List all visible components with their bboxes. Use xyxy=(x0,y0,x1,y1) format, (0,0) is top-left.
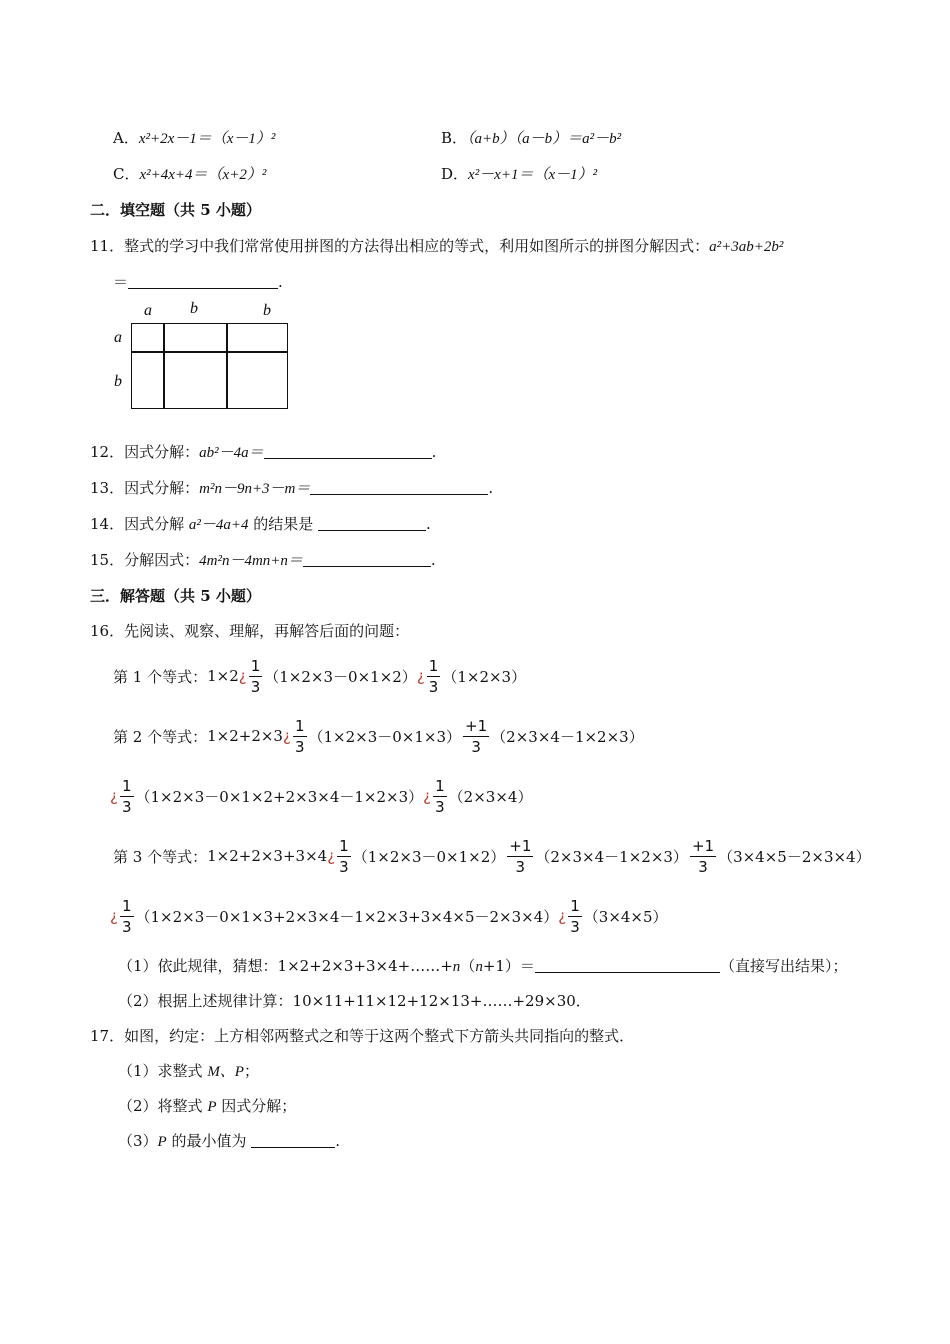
q14-tail: 的结果是 xyxy=(248,515,319,533)
frac-num: 1 xyxy=(294,716,305,735)
frac-num: 1 xyxy=(435,776,445,795)
option-a-text: x²+2x－1＝（x－1）² xyxy=(138,131,276,147)
q13-period: . xyxy=(488,479,494,497)
q16-sub1-prefix: （1）依此规律，猜想：1×2+2×3+3×4+……+ xyxy=(118,957,453,975)
eq3b-part1: （1×2×3－0×1×3+2×3×4－1×2×3+3×4×5－2×3×4） xyxy=(135,907,559,926)
frac-num: +1 xyxy=(691,836,715,855)
frac-den: 3 xyxy=(121,797,132,816)
one-third-fraction xyxy=(433,776,447,817)
q17-sub1-prefix: （1）求整式 xyxy=(118,1062,208,1080)
option-b-text: （a+b）（a－b）＝a²－b² xyxy=(467,131,622,147)
fig-side-label-b: b xyxy=(114,373,122,390)
frac-den: 3 xyxy=(515,857,526,876)
q11-answer-line xyxy=(113,272,283,292)
eq2-part2: （2×3×4－1×2×3） xyxy=(491,727,644,746)
q11-eq: ＝ xyxy=(113,273,129,291)
q14-expr: a²－4a+4 xyxy=(188,517,249,533)
eq3-lhs: 1×2+2×3+3×4 xyxy=(207,847,328,865)
q11-text: 整式的学习中我们常常使用拼图的方法得出相应的等式，利用如图所示的拼图分解因式： xyxy=(124,237,710,255)
q14-period: . xyxy=(426,515,431,533)
q16-number: 16． xyxy=(90,622,125,640)
eq3b-part2: （3×4×5） xyxy=(583,907,668,926)
question-15 xyxy=(90,550,436,570)
q11-number: 11． xyxy=(90,237,125,255)
question-12 xyxy=(90,442,436,462)
frac-den: 3 xyxy=(339,857,349,876)
q16-sub1-n: n xyxy=(452,959,461,975)
q16-sub1-mid: （ xyxy=(460,957,476,975)
eq-symbol: ¿ xyxy=(558,907,567,925)
q16-sub1-n2: n xyxy=(475,959,483,975)
q15-period: . xyxy=(430,551,436,569)
q16-equation-1 xyxy=(113,652,526,700)
eq1-part2: （1×2×3） xyxy=(442,667,527,686)
section-3-title: 三．解答题（共 5 小题） xyxy=(90,587,261,605)
plus-one-third-fraction xyxy=(690,836,716,877)
q17-sub2-var: P xyxy=(207,1099,217,1115)
eq1-lhs: 1×2 xyxy=(207,667,239,685)
eq2b-part2: （2×3×4） xyxy=(448,787,533,806)
question-17 xyxy=(90,1026,634,1046)
frac-num: 1 xyxy=(121,776,132,795)
question-11 xyxy=(90,236,783,256)
q13-text: 因式分解： xyxy=(124,479,200,497)
option-d-text: x²－x+1＝（x－1）² xyxy=(468,167,598,183)
eq-symbol: ¿ xyxy=(238,667,247,685)
frac-den: 3 xyxy=(428,677,439,696)
q17-sub3-prefix: （3） xyxy=(118,1132,158,1150)
one-third-fraction xyxy=(293,716,307,757)
q15-text: 分解因式： xyxy=(124,551,200,569)
section-2-title: 二．填空题（共 5 小题） xyxy=(90,201,261,219)
frac-den: 3 xyxy=(471,737,481,756)
q13-number: 13． xyxy=(90,479,125,497)
option-a xyxy=(113,128,275,148)
q17-sub3-var: P xyxy=(157,1134,167,1150)
frac-den: 3 xyxy=(121,917,132,936)
frac-den: 3 xyxy=(250,677,261,696)
q15-number: 15． xyxy=(90,551,125,569)
q17-sub-2 xyxy=(118,1096,296,1116)
eq3-part2: （2×3×4－1×2×3） xyxy=(535,847,688,866)
q16-equation-2-cont xyxy=(110,772,532,820)
one-third-fraction xyxy=(337,836,351,877)
q17-period: . xyxy=(335,1132,341,1150)
q12-number: 12． xyxy=(90,443,125,461)
q17-sub2-prefix: （2）将整式 xyxy=(118,1097,208,1115)
q16-sub-1 xyxy=(118,956,847,976)
q17-number: 17． xyxy=(90,1027,125,1045)
q16-equation-3-cont xyxy=(110,892,668,940)
q17-sub2-suffix: 因式分解； xyxy=(216,1097,297,1115)
fig-top-label-b1: b xyxy=(190,300,198,317)
q16-sub-2: （2）根据上述规律计算：10×11+11×12+12×13+……+29×30． xyxy=(118,992,591,1010)
eq1-part1: （1×2×3－0×1×2） xyxy=(264,667,417,686)
eq3-part1: （1×2×3－0×1×2） xyxy=(352,847,506,866)
eq2b-part1: （1×2×3－0×1×2+2×3×4－1×2×3） xyxy=(135,787,424,806)
fig-divider-h xyxy=(131,351,288,353)
plus-one-third-fraction xyxy=(463,716,489,757)
question-16 xyxy=(90,621,409,641)
frac-den: 3 xyxy=(698,857,708,876)
eq3-part3: （3×4×5－2×3×4） xyxy=(718,847,871,866)
eq-symbol: ¿ xyxy=(110,907,118,925)
eq3-label: 第 3 个等式： xyxy=(113,847,208,866)
option-d xyxy=(441,164,597,184)
eq-symbol: ¿ xyxy=(416,667,425,685)
eq-symbol: ¿ xyxy=(327,847,336,865)
q16-sub1-suffix: （直接写出结果）； xyxy=(719,957,848,975)
option-c xyxy=(113,164,266,184)
question-14 xyxy=(90,514,431,534)
q12-answer-blank[interactable] xyxy=(264,444,432,459)
frac-num: +1 xyxy=(509,836,532,855)
q14-number: 14． xyxy=(90,515,125,533)
one-third-fraction xyxy=(568,896,582,937)
q12-text: 因式分解： xyxy=(124,443,200,461)
q17-text: 如图，约定：上方相邻两整式之和等于这两个整式下方箭头共同指向的整式． xyxy=(124,1027,635,1045)
q17-sub3-suffix: 的最小值为 xyxy=(166,1132,252,1150)
q14-text: 因式分解 xyxy=(124,515,189,533)
q17-sub1-vars: M、P xyxy=(207,1064,244,1080)
q15-expr: 4m²n－4mn+n＝ xyxy=(199,553,303,569)
option-b xyxy=(441,128,621,148)
q13-answer-blank[interactable] xyxy=(310,480,488,495)
frac-den: 3 xyxy=(294,737,305,756)
q12-expr: ab²－4a＝ xyxy=(199,445,264,461)
frac-num: +1 xyxy=(465,716,488,735)
eq1-label: 第 1 个等式： xyxy=(113,667,208,686)
fig-side-label-a: a xyxy=(114,329,122,346)
frac-den: 3 xyxy=(570,917,580,936)
q11-answer-blank[interactable] xyxy=(128,274,278,289)
eq2-lhs: 1×2+2×3 xyxy=(207,727,283,745)
q11-period: . xyxy=(278,273,283,291)
q15-answer-blank[interactable] xyxy=(303,552,431,567)
q17-sub1-suffix: ； xyxy=(243,1062,259,1080)
q16-intro: 先阅读、观察、理解，再解答后面的问题： xyxy=(124,622,410,640)
option-b-label: B． xyxy=(441,129,468,147)
q14-answer-blank[interactable] xyxy=(318,516,426,531)
option-d-label: D． xyxy=(441,165,469,183)
option-c-label: C． xyxy=(113,165,140,183)
option-a-label: A． xyxy=(113,129,139,147)
q17-sub-1 xyxy=(118,1061,259,1081)
frac-num: 1 xyxy=(339,836,349,855)
fig-divider-2 xyxy=(226,323,228,409)
plus-one-third-fraction xyxy=(507,836,533,877)
one-third-fraction xyxy=(120,896,134,937)
fig-top-label-b2: b xyxy=(263,302,271,319)
fig-divider-1 xyxy=(163,323,165,409)
eq2-label: 第 2 个等式： xyxy=(113,727,208,746)
q17-sub-3 xyxy=(118,1131,340,1151)
q13-expr: m²n－9n+3－m＝ xyxy=(199,481,311,497)
fig-outer-rect xyxy=(131,323,288,409)
q12-period: . xyxy=(431,443,437,461)
frac-num: 1 xyxy=(428,656,439,675)
q11-expr: a²+3ab+2b² xyxy=(709,239,784,255)
frac-den: 3 xyxy=(435,797,445,816)
one-third-fraction xyxy=(249,656,263,697)
frac-num: 1 xyxy=(250,656,261,675)
one-third-fraction xyxy=(120,776,134,817)
eq2-part1: （1×2×3－0×1×3） xyxy=(308,727,462,746)
question-13 xyxy=(90,478,493,498)
q16-equation-3 xyxy=(113,832,871,880)
eq-symbol: ¿ xyxy=(423,787,432,805)
frac-num: 1 xyxy=(570,896,580,915)
fig-top-label-a: a xyxy=(144,302,152,319)
q16-sub1-close: +1）＝ xyxy=(482,957,535,975)
one-third-fraction xyxy=(427,656,441,697)
option-c-text: x²+4x+4＝（x+2）² xyxy=(139,167,267,183)
frac-num: 1 xyxy=(121,896,132,915)
eq-symbol: ¿ xyxy=(110,787,118,805)
eq-symbol: ¿ xyxy=(282,727,291,745)
q16-sub1-answer-blank[interactable] xyxy=(535,958,720,973)
q17-sub3-answer-blank[interactable] xyxy=(251,1133,335,1148)
q16-equation-2 xyxy=(113,712,644,760)
